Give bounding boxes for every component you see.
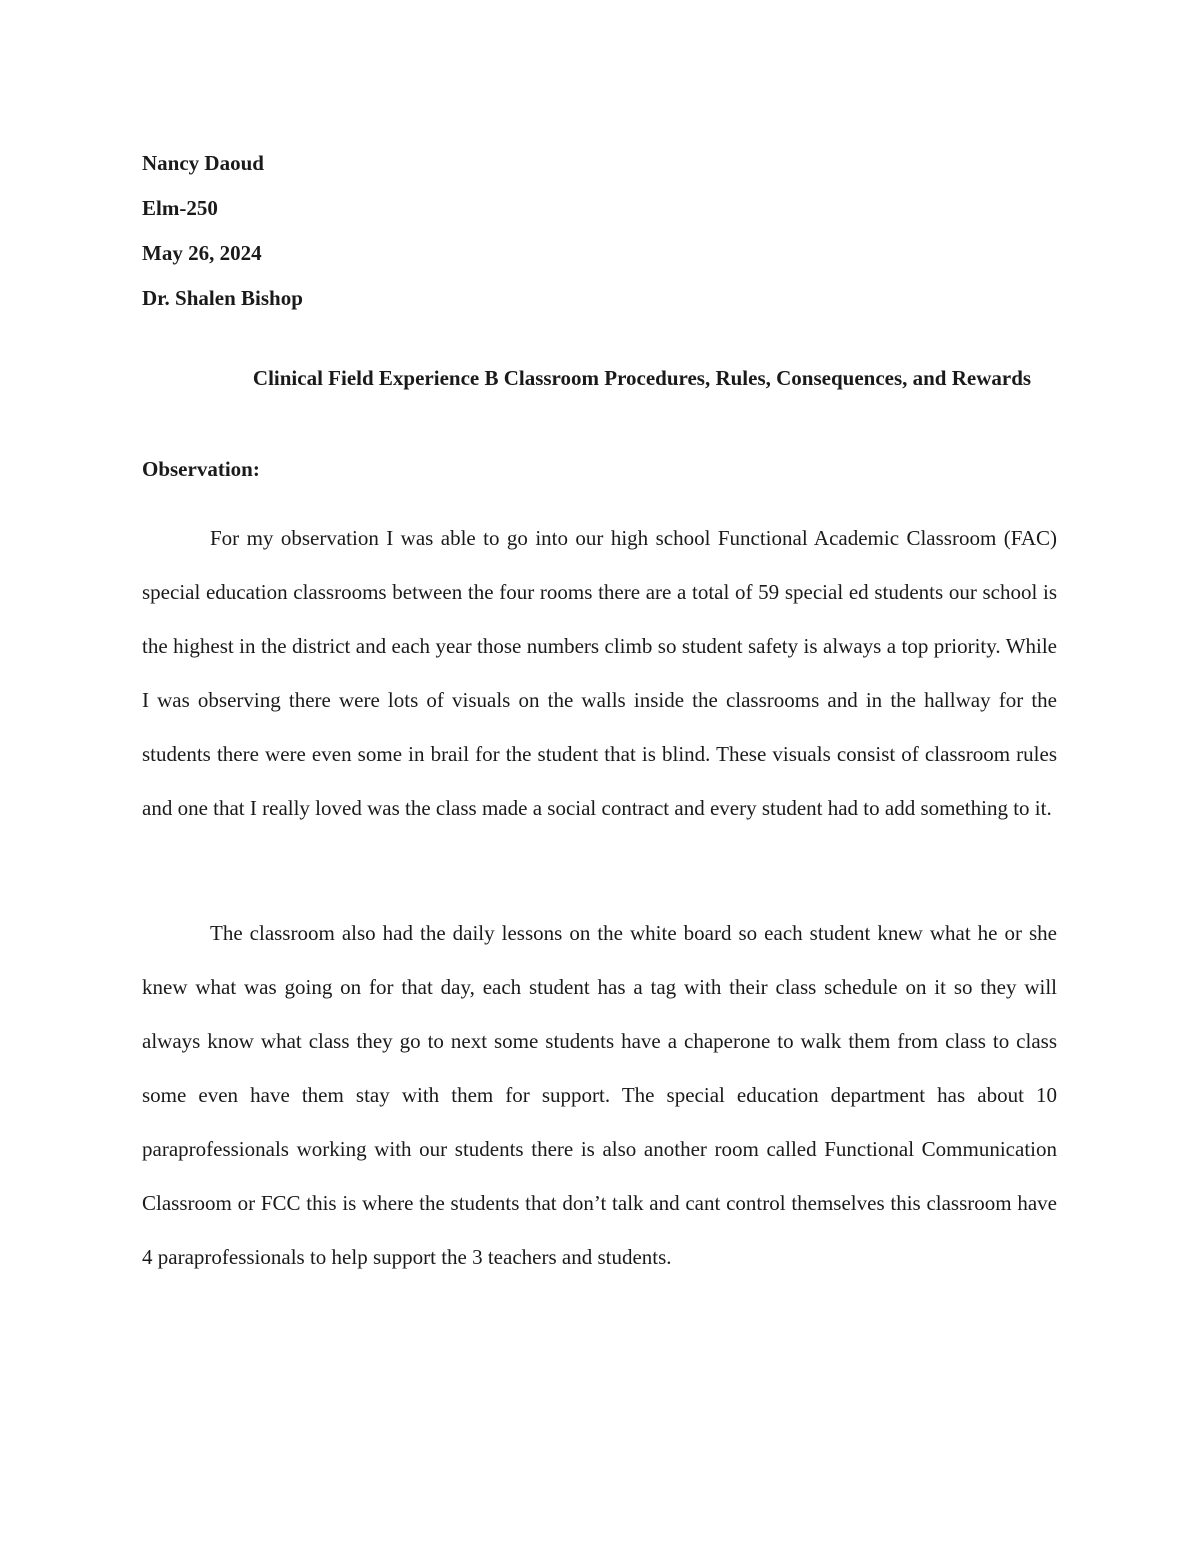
document-title: Clinical Field Experience B Classroom Procedures, Rules, Consequences, and Rewards xyxy=(252,366,1032,390)
course-code: Elm-250 xyxy=(142,196,218,220)
section-heading: Observation: xyxy=(142,457,260,481)
header-block xyxy=(142,141,742,321)
instructor-name: Dr. Shalen Bishop xyxy=(142,286,303,310)
author-name: Nancy Daoud xyxy=(142,151,264,175)
body-paragraph: The classroom also had the daily lessons on the white board so each student knew what he or she knew what was going on for that day, each student has a tag with their class schedule on it so they will always know what class they go to next some students have a chaperone to walk them from class to class some even have them stay with them for support. The special education department has about 10 paraprofessionals working with our students there is also another room called Functional Communication Classroom or FCC this is where the students that don’t talk and cant control themselves this classroom have 4 paraprofessionals to help support the 3 teachers and students. xyxy=(142,921,1057,1269)
body-paragraph: For my observation I was able to go into our high school Functional Academic Classroom (FAC) special education classrooms between the four rooms there are a total of 59 special ed students our school is the highest in the district and each year those numbers climb so student safety is always a top priority. While I was observing there were lots of visuals on the walls inside the classrooms and in the hallway for the students there were even some in brail for the student that is blind. These visuals consist of classroom rules and one that I really loved was the class made a social contract and every student had to add something to it. xyxy=(142,526,1057,820)
document-date: May 26, 2024 xyxy=(142,241,262,265)
